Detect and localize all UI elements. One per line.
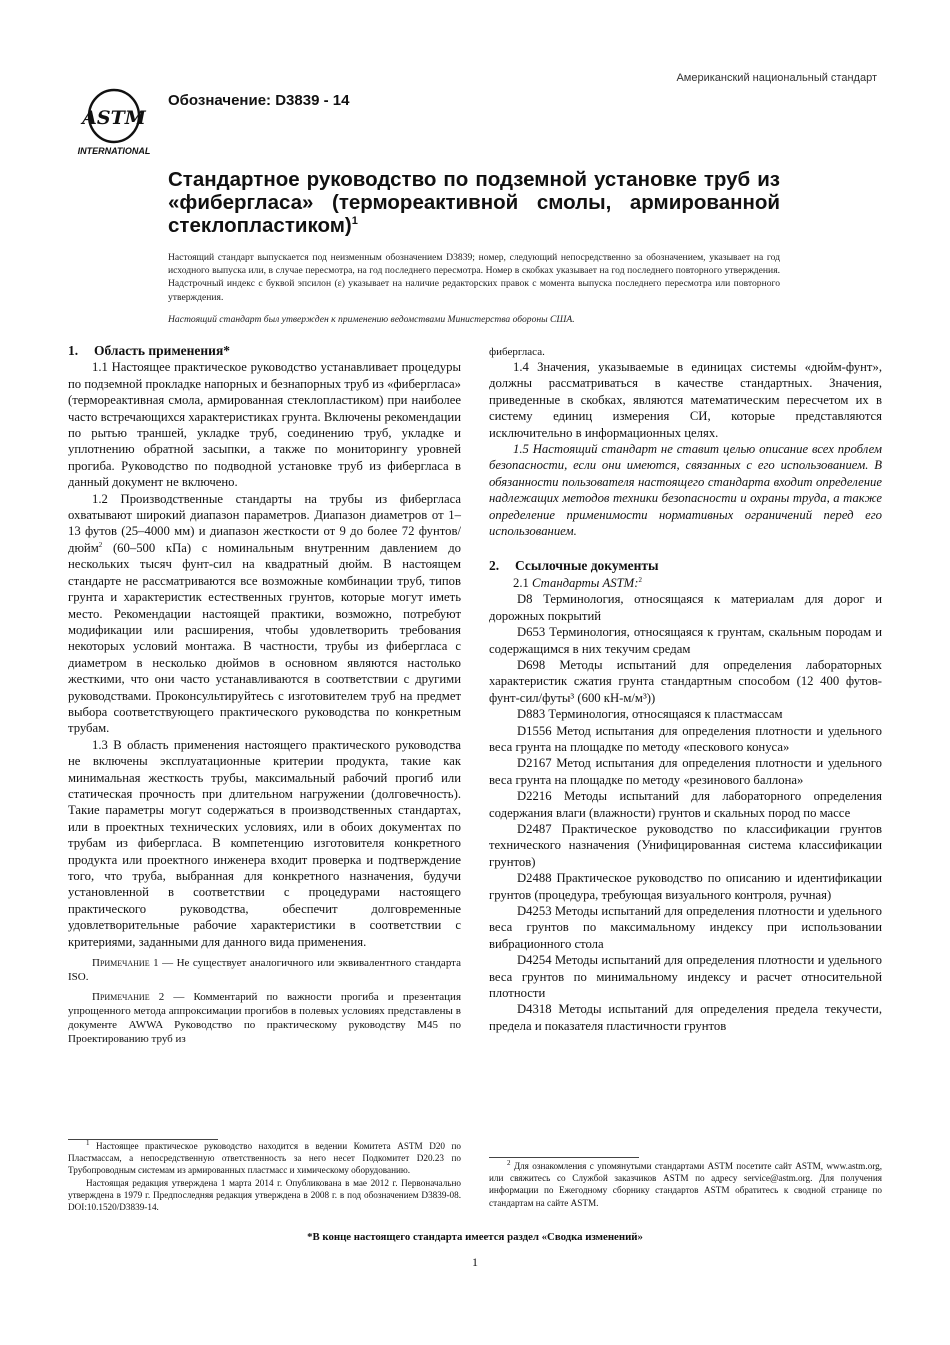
- note-2-text: — Комментарий по важности прогиба и презентация упрощенного метода аппроксимации прогибов в полевых условиях представлены в документе AWWA Руководство по практическому руководству M45 по Проектированию труб из: [68, 991, 461, 1046]
- reference-item: D2487 Практическое руководство по классификации грунтов технического назначения (Унифицированная система классификации грунтов): [489, 821, 882, 869]
- footnote-1-text: Настоящее практическое руководство находится в ведении Комитета ASTM D20 по Пластмассам, а непосредственную ответственность за него несет Подкомитет D20.23 по Трубопроводным системам из армированных пластмасс и химическому оборудованию.: [68, 1141, 461, 1176]
- note-2-label: Примечание 2: [92, 991, 165, 1004]
- section-2-title: Ссылочные документы: [515, 558, 659, 574]
- paragraph-1-3: 1.3 В область применения настоящего практического руководства не включены эксплуатационные критерии продукта, такие как минимальная жесткость трубы, максимальный рабочий прогиб или статическая прочность при длительном нагружении (долговечность). Такие параметры могут содержаться в производственных стандартах, или в проектных технических условиях, или в обоих документах по трубам из фибергласа. В компетенцию изготовителя конкретного продукта или проектного инженера входит проверка и подтверждение того, что труба, выбранная для конкретного назначения, будучи установленной в соответствии с процедурами настоящего практического руководства, обеспечит долговременные удовлетворительные рабочие характеристики в соответствии с критериями, заданными для данного вида применения.: [68, 737, 461, 949]
- footnote-2-mark: 2: [507, 1158, 511, 1167]
- title-text: Стандартное руководство по подземной установке труб из «фибергласа» (термореактивной смолы, армированной стеклопластиком): [168, 168, 780, 237]
- paragraph-1-3-continuation: фибергласа.: [489, 346, 545, 358]
- footnote-divider-right: [489, 1157, 639, 1158]
- left-column: [68, 343, 461, 1046]
- national-standard-label: Американский национальный стандарт: [676, 72, 877, 84]
- footnote-2: [489, 1160, 882, 1209]
- reference-item: D4318 Методы испытаний для определения предела текучести, предела и показателя пластичности грунтов: [489, 1002, 882, 1033]
- superscript: 2: [98, 540, 103, 549]
- note-1-text: — Не существует аналогичного или эквивалентного стандарта ISO.: [68, 957, 461, 984]
- note-2: [68, 990, 461, 1046]
- change-summary-note: *В конце настоящего стандарта имеется раздел «Сводка изменений»: [307, 1231, 643, 1243]
- note-1: [68, 956, 461, 984]
- reference-item: D1556 Метод испытания для определения плотности и удельного веса грунта на площадке по методу «пескового конуса»: [489, 723, 882, 754]
- paragraph-2-1-title: Стандарты ASTM:: [532, 575, 639, 590]
- paragraph-2-1-number: 2.1: [513, 575, 533, 590]
- astm-logo: [74, 86, 158, 158]
- superscript: 2: [638, 575, 642, 584]
- reference-item: D883 Терминология, относящаяся к пластмассам: [517, 707, 783, 722]
- intro-paragraph: Настоящий стандарт выпускается под неизменным обозначением D3839; номер, следующий непосредственно за обозначением, указывает на год исходного выпуска или, в случае пересмотра, на год последнего пересмотра. Номер в скобках указывает на год последнего повторного утверждения. Надстрочный индекс с буквой эпсилон (ε) указывает на наличие редакторских правок с момента выпуска последнего пересмотра или повторного утверждения.: [168, 252, 780, 303]
- paragraph-1-4: 1.4 Значения, указываемые в единицах системы «дюйм-фунт», должны рассматриваться в качестве стандартных. Значения, приведенные в скобках, являются математическим пересчетом их в систему единиц измерения СИ, которые представляются исключительно в информационных целях.: [489, 360, 882, 440]
- paragraph-1-1: 1.1 Настоящее практическое руководство устанавливает процедуры по подземной прокладке напорных и безнапорных труб из «фибергласа» (термореактивная смола, армированная стеклопластиком) при наиболее часто встречающихся характеристиках грунта. Включены рекомендации по рытью траншей, укладке труб, соединению труб, укладке и уплотнению обратной засыпки, а также по мониторингу уровней прогиба. Руководство по подводной установке труб из фибергласа в данный документ не включено.: [68, 360, 461, 490]
- logo-subtext: INTERNATIONAL: [77, 146, 151, 156]
- reference-item: D4253 Методы испытаний для определения плотности и удельного веса грунтов по максимальному индексу при использовании вибрационного стола: [489, 904, 882, 951]
- logo-text: ASTM: [82, 107, 146, 129]
- paragraph-1-2: [68, 491, 461, 737]
- footnote-1-paragraph: [68, 1140, 461, 1177]
- footnote-1: [68, 1140, 461, 1213]
- note-1-label: Примечание 1: [92, 957, 159, 970]
- section-2-heading: [489, 558, 882, 574]
- section-1-number: 1.: [68, 343, 79, 358]
- title-footnote-mark: 1: [351, 215, 358, 228]
- footnote-2-text: Для ознакомления с упомянутыми стандартами ASTM посетите сайт ASTM, www.astm.org, или свяжитесь со Службой заказчиков ASTM по адресу service@astm.org. Для получения информации по Ежегодному сборнику стандартов ASTM обратитесь к сводной странице по стандартам на сайте ASTM.: [489, 1161, 883, 1208]
- reference-item: D8 Терминология, относящаяся к материалам для дорог и дорожных покрытий: [489, 592, 882, 623]
- document-title: [168, 168, 780, 237]
- reference-item: D653 Терминология, относящаяся к грунтам, скальным породам и содержащимся в них текучим средам: [489, 625, 882, 656]
- reference-item: D2488 Практическое руководство по описанию и идентификации грунтов (процедура, требующая визуального контроля, ручная): [489, 871, 882, 902]
- paragraph-2-1: [489, 575, 882, 591]
- reference-item: D4254 Методы испытаний для определения плотности и удельного веса грунтов по минимальному индексу и расчет относительной плотности: [489, 953, 882, 1001]
- reference-item: D2216 Методы испытаний для лабораторного определения содержания влаги (влажности) грунтов и скальных пород по массе: [489, 789, 882, 820]
- paragraph-1-5: 1.5 Настоящий стандарт не ставит целью описание всех проблем безопасности, если они имеются, связанных с его использованием. В обязанности пользователя настоящего стандарта входит определение надлежащих методов техники безопасности и охраны труда, а также определение применимости нормативных ограничений перед его использованием.: [489, 442, 882, 539]
- section-2-number: 2.: [489, 558, 500, 574]
- paragraph-1-2-part-a: 1.2 Производственные стандарты на трубы из фибергласа охватывают широкий диапазон параметров. Диапазон диаметров от 1–13 футов (25–4000 мм) и диапазон жесткости от 9 до более 72 фунтов/дюйм: [68, 491, 461, 555]
- approval-note: Настоящий стандарт был утвержден к применению ведомствами Министерства обороны США.: [168, 314, 575, 325]
- right-column: [489, 345, 882, 1034]
- section-1-heading: [68, 343, 461, 359]
- footnote-2-paragraph: [489, 1160, 882, 1209]
- designation: Обозначение: D3839 - 14: [168, 92, 350, 109]
- footnote-1-edition: Настоящая редакция утверждена 1 марта 2014 г. Опубликована в мае 2012 г. Первоначально утверждена в 1979 г. Предпоследняя редакция утверждена в 2008 г. в под обозначением D3839-08. DOI:10.1520/D3839-14.: [68, 1177, 461, 1213]
- paragraph-1-2-part-b: (60–500 кПа) с номинальным внутренним давлением до нескольких тысяч фунт-сил на квадратный дюйм. В настоящем стандарте не рассматриваются все возможные комбинации труб, типов грунта и характеристик естественных грунтов, которые могут иметь место. Рекомендации настоящей практики, возможно, потребуют модификации или расширения, чтобы удовлетворить требования некоторых условий монтажа. В частности, трубы из фибергласа с диаметром в несколько дюймов в основном являются настолько жесткими, что они часто устанавливаются в соответствии с другими руководствами. Проконсультируйтесь с изготовителем труб на предмет выбора соответствующего практического руководства по конкретным трубам.: [68, 540, 461, 736]
- astm-logo-icon: [74, 86, 158, 158]
- reference-item: D2167 Метод испытания для определения плотности и удельного веса грунта на площадке по методу «резинового баллона»: [489, 756, 882, 787]
- page-number: 1: [472, 1255, 478, 1269]
- reference-item: D698 Методы испытаний для определения лабораторных характеристик сжатия грунта стандартным способом (12 400 футов-фунт-сил/футы³ (600 кН-м/м³)): [489, 657, 882, 705]
- footnote-1-mark: 1: [86, 1138, 90, 1147]
- section-1-title: Область применения*: [94, 343, 231, 358]
